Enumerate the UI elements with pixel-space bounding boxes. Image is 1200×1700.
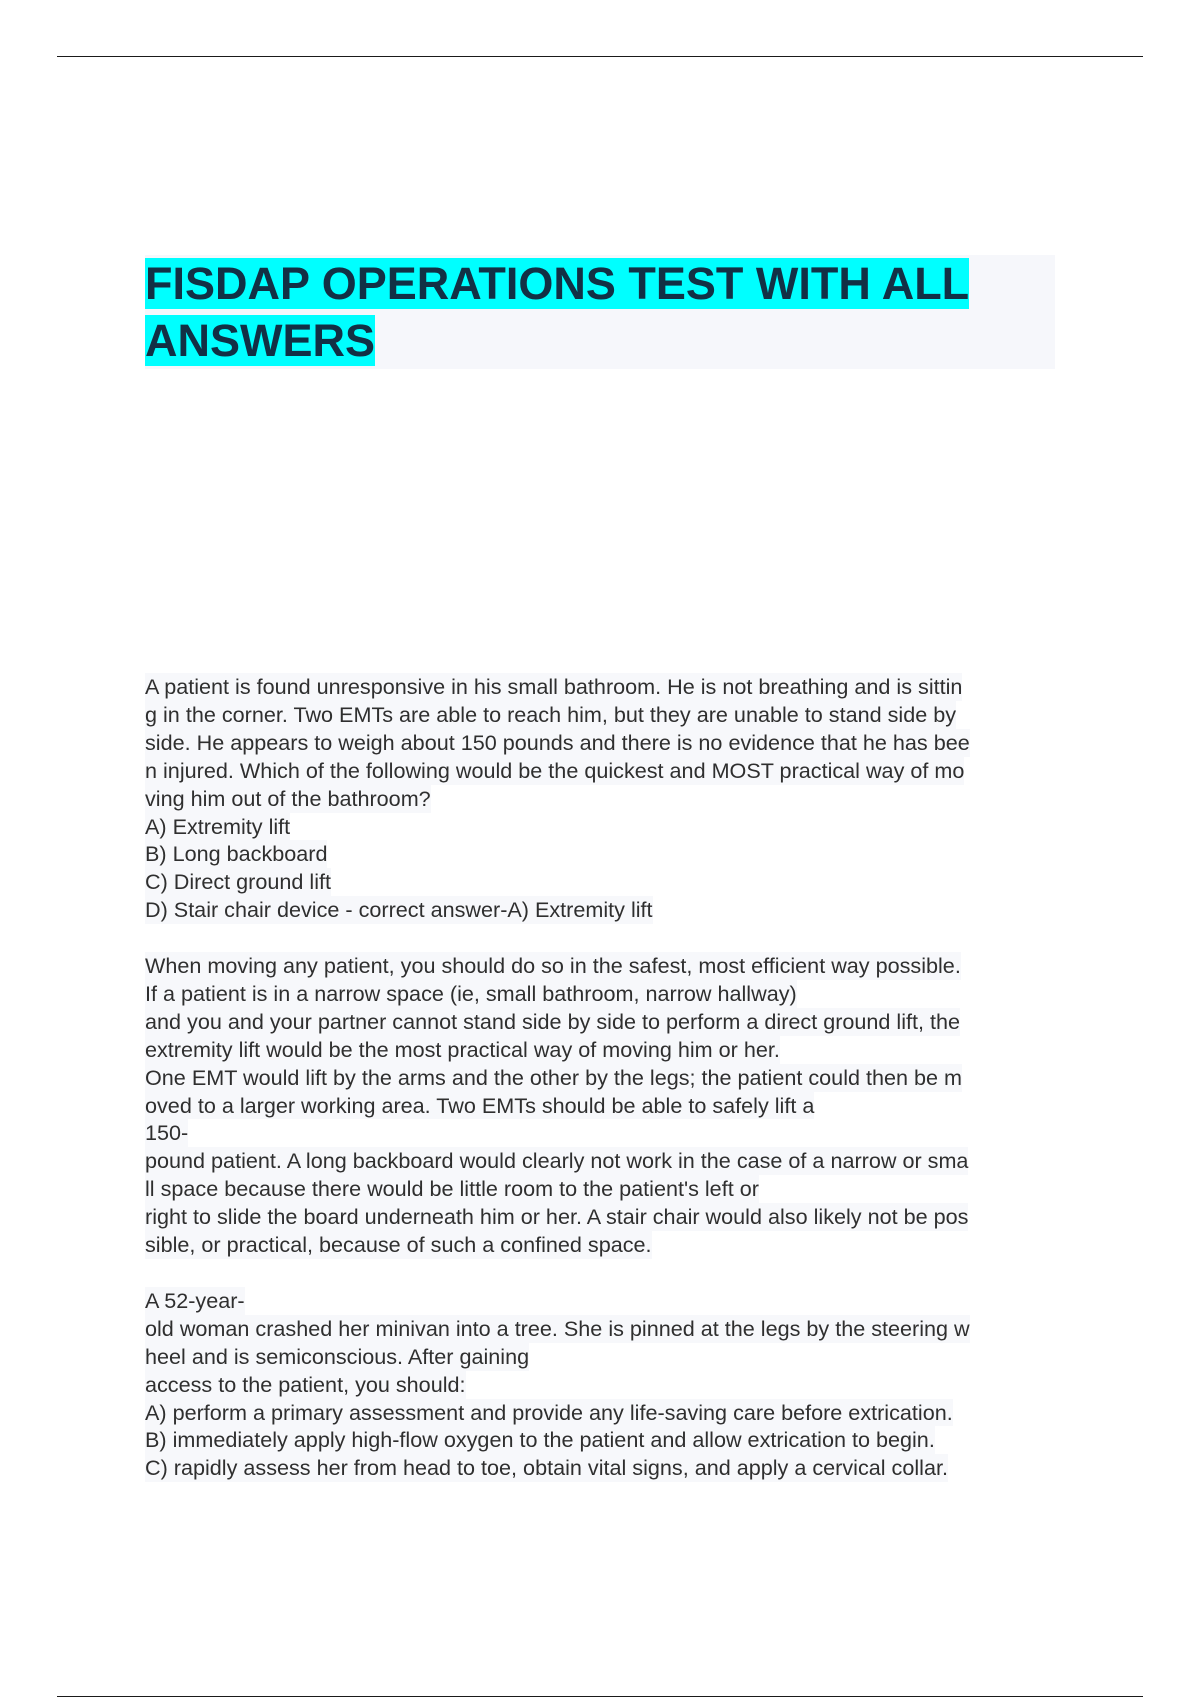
- question-2-stem-line: heel and is semiconscious. After gaining: [145, 1343, 530, 1369]
- question-1-option-b: B) Long backboard: [145, 841, 328, 867]
- question-1: [145, 673, 1065, 924]
- explanation-line: and you and your partner cannot stand side by side to perform a direct ground lift, the: [145, 1008, 961, 1034]
- explanation-line: If a patient is in a narrow space (ie, small bathroom, narrow hallway): [145, 980, 797, 1006]
- question-2-option-a: A) perform a primary assessment and provide any life-saving care before extrication.: [145, 1399, 953, 1425]
- question-1-stem-line: g in the corner. Two EMTs are able to reach him, but they are unable to stand side by: [145, 701, 957, 727]
- question-1-option-d-answer: D) Stair chair device - correct answer-A) Extremity lift: [145, 897, 653, 923]
- explanation-line: ll space because there would be little room to the patient's left or: [145, 1176, 759, 1202]
- explanation-line: right to slide the board underneath him or her. A stair chair would also likely not be pos: [145, 1204, 969, 1230]
- bottom-rule: [57, 1696, 1143, 1697]
- question-1-option-a: A) Extremity lift: [145, 813, 291, 839]
- explanation-line: When moving any patient, you should do so in the safest, most efficient way possible.: [145, 953, 961, 979]
- question-1-option-c: C) Direct ground lift: [145, 869, 332, 895]
- explanation-line: 150-: [145, 1120, 189, 1146]
- question-2-option-c: C) rapidly assess her from head to toe, obtain vital signs, and apply a cervical collar.: [145, 1455, 948, 1481]
- question-1-stem-line: side. He appears to weigh about 150 pounds and there is no evidence that he has bee: [145, 729, 970, 755]
- question-1-stem-line: ving him out of the bathroom?: [145, 785, 431, 811]
- document-title: [145, 255, 1055, 369]
- paragraph-gap: [145, 1259, 1065, 1287]
- question-1-stem-line: A patient is found unresponsive in his small bathroom. He is not breathing and is sittin: [145, 674, 963, 699]
- question-2-stem-line: access to the patient, you should:: [145, 1371, 466, 1397]
- top-rule: [57, 56, 1143, 57]
- explanation-line: pound patient. A long backboard would clearly not work in the case of a narrow or sma: [145, 1148, 969, 1174]
- title-line-1: FISDAP OPERATIONS TEST WITH ALL: [145, 258, 970, 309]
- question-2: [145, 1287, 1065, 1482]
- title-block: [145, 255, 1055, 369]
- explanation-line: One EMT would lift by the arms and the other by the legs; the patient could then be m: [145, 1064, 963, 1090]
- explanation-line: sible, or practical, because of such a confined space.: [145, 1232, 652, 1258]
- explanation-line: oved to a larger working area. Two EMTs should be able to safely lift a: [145, 1092, 815, 1118]
- question-2-stem-line: A 52-year-: [145, 1287, 245, 1313]
- question-1-stem-line: n injured. Which of the following would be the quickest and MOST practical way of mo: [145, 757, 965, 783]
- document-body: [145, 673, 1065, 1482]
- question-2-stem-line: old woman crashed her minivan into a tree. She is pinned at the legs by the steering w: [145, 1315, 970, 1341]
- explanation-line: extremity lift would be the most practical way of moving him or her.: [145, 1036, 780, 1062]
- title-line-2: ANSWERS: [145, 315, 376, 366]
- explanation-1: [145, 952, 1065, 1259]
- question-2-option-b: B) immediately apply high-flow oxygen to the patient and allow extrication to begin.: [145, 1427, 935, 1453]
- paragraph-gap: [145, 924, 1065, 952]
